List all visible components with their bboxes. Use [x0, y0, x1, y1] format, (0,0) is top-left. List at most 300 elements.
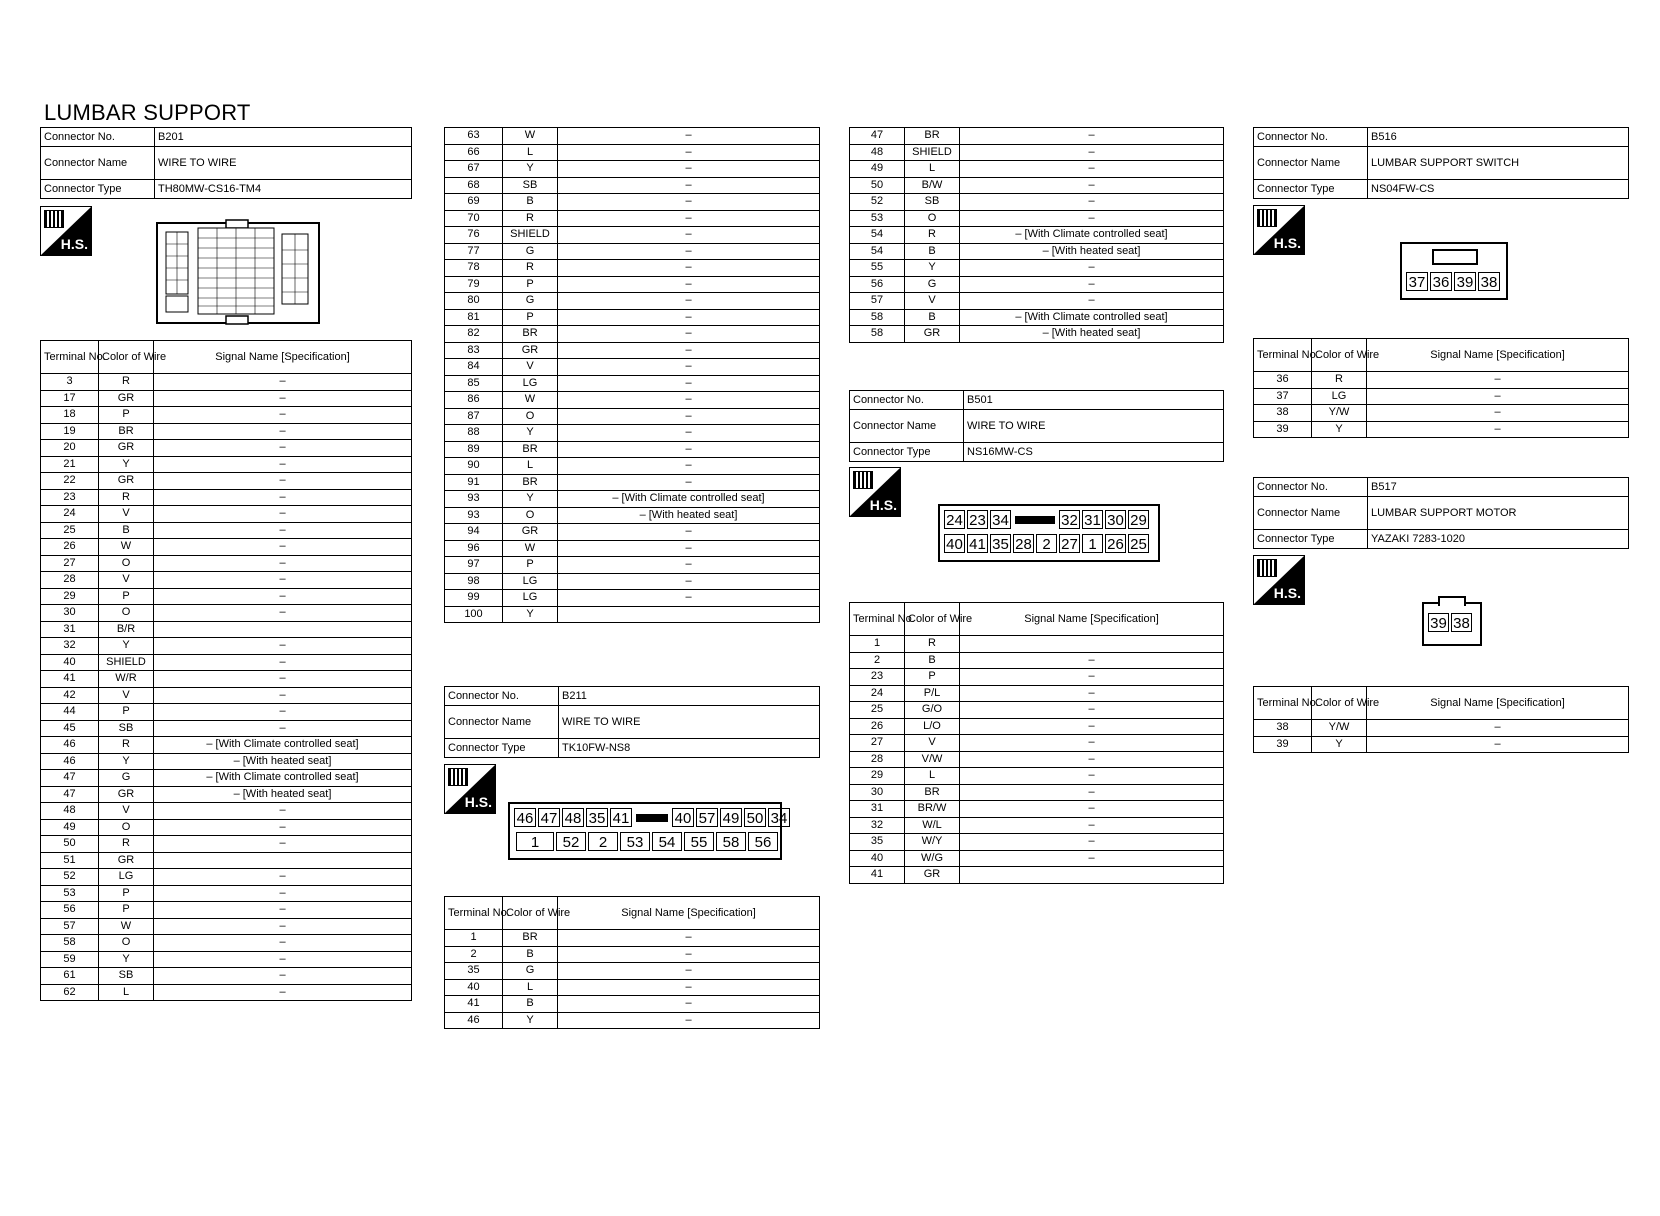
wire-color-cell: BR — [99, 423, 154, 440]
wire-color-cell: V — [905, 293, 960, 310]
b211-connector-face — [508, 802, 788, 860]
connector-type-label: Connector Type — [445, 739, 559, 758]
table-row — [445, 1012, 820, 1029]
terminal-no-cell: 47 — [41, 770, 99, 787]
b201-connector-diagram — [158, 224, 318, 322]
signal-name-cell: – — [558, 260, 820, 277]
table-row — [445, 309, 820, 326]
signal-name-cell: – — [558, 930, 820, 947]
table-row — [41, 572, 412, 589]
terminal-no-cell: 42 — [41, 687, 99, 704]
wire-color-cell: O — [99, 819, 154, 836]
terminal-no-cell: 1 — [850, 636, 905, 653]
color-of-wire-header: Color of Wire — [905, 603, 960, 636]
table-row — [850, 801, 1224, 818]
table-row — [850, 144, 1224, 161]
pin-cavity: 56 — [748, 832, 778, 851]
signal-name-cell: – — [1367, 372, 1629, 389]
pin-cavity: 25 — [1128, 534, 1149, 553]
connector-no-value: B516 — [1368, 128, 1629, 147]
terminal-no-cell: 38 — [1254, 405, 1312, 422]
signal-name-cell: – — [558, 946, 820, 963]
pin-cavity: 41 — [610, 808, 632, 827]
terminal-no-cell: 48 — [41, 803, 99, 820]
table-row — [850, 652, 1224, 669]
table-row — [41, 539, 412, 556]
table-row — [41, 885, 412, 902]
wire-color-cell: W/Y — [905, 834, 960, 851]
b211-info-table — [444, 686, 820, 758]
pin-cavity: 54 — [652, 832, 682, 851]
b201-cont-terminal-table — [444, 127, 820, 623]
wire-color-cell: P — [503, 557, 558, 574]
wire-color-cell: SB — [99, 968, 154, 985]
wire-color-cell: BR — [503, 930, 558, 947]
table-row — [41, 374, 412, 391]
wire-color-cell: G — [503, 243, 558, 260]
table-row — [445, 276, 820, 293]
table-row — [41, 506, 412, 523]
table-row — [445, 540, 820, 557]
b201-terminal-table — [40, 340, 412, 1001]
color-of-wire-header: Color of Wire — [1312, 687, 1367, 720]
terminal-no-cell: 51 — [41, 852, 99, 869]
table-row — [41, 473, 412, 490]
terminal-no-cell: 25 — [41, 522, 99, 539]
wire-color-cell: W/L — [905, 817, 960, 834]
table-row — [445, 557, 820, 574]
terminal-no-cell: 24 — [41, 506, 99, 523]
signal-name-cell: – — [558, 342, 820, 359]
terminal-no-cell: 76 — [445, 227, 503, 244]
table-row — [850, 293, 1224, 310]
pin-cavity: 2 — [588, 832, 618, 851]
terminal-no-cell: 30 — [41, 605, 99, 622]
signal-name-cell: – — [154, 654, 412, 671]
color-of-wire-header: Color of Wire — [503, 897, 558, 930]
wire-color-cell: R — [99, 374, 154, 391]
table-row — [850, 867, 1224, 884]
b501-connector-face — [938, 504, 1160, 562]
table-row — [445, 243, 820, 260]
terminal-no-cell: 86 — [445, 392, 503, 409]
pin-cavity: 52 — [556, 832, 586, 851]
connector-type-value: TH80MW-CS16-TM4 — [155, 180, 412, 199]
connector-name-value: LUMBAR SUPPORT SWITCH — [1368, 147, 1629, 180]
wire-color-cell: GR — [905, 326, 960, 343]
terminal-no-cell: 37 — [1254, 388, 1312, 405]
wire-color-cell: SHIELD — [905, 144, 960, 161]
wire-color-cell: P — [99, 885, 154, 902]
terminal-no-cell: 41 — [445, 996, 503, 1013]
signal-name-cell: – [With heated seat] — [960, 243, 1224, 260]
wire-color-cell: GR — [905, 867, 960, 884]
wire-color-cell: GR — [99, 786, 154, 803]
signal-name-cell: – — [154, 836, 412, 853]
wire-color-cell: B — [503, 946, 558, 963]
table-row — [445, 458, 820, 475]
signal-name-cell: – — [154, 555, 412, 572]
wire-color-cell: SB — [503, 177, 558, 194]
signal-name-cell: – — [154, 918, 412, 935]
wire-color-cell: LG — [503, 375, 558, 392]
color-of-wire-header: Color of Wire — [1312, 339, 1367, 372]
wire-color-cell: O — [99, 605, 154, 622]
b211-pins-top — [514, 808, 792, 827]
signal-name-cell: – [With heated seat] — [558, 507, 820, 524]
signal-name-cell: – — [558, 590, 820, 607]
table-row — [1254, 388, 1629, 405]
terminal-no-cell: 98 — [445, 573, 503, 590]
terminal-no-cell: 3 — [41, 374, 99, 391]
pin-cavity: 53 — [620, 832, 650, 851]
terminal-no-cell: 23 — [41, 489, 99, 506]
signal-name-cell: – — [154, 539, 412, 556]
table-row — [850, 161, 1224, 178]
table-row — [445, 573, 820, 590]
table-row — [41, 951, 412, 968]
signal-name-cell: – — [558, 293, 820, 310]
signal-name-cell: – [With Climate controlled seat] — [154, 737, 412, 754]
table-row — [445, 194, 820, 211]
table-row — [445, 326, 820, 343]
pin-cavity: 26 — [1105, 534, 1126, 553]
signal-name-header: Signal Name [Specification] — [960, 603, 1224, 636]
terminal-no-cell: 39 — [1254, 421, 1312, 438]
wire-color-cell: P — [503, 309, 558, 326]
wire-color-cell: B — [905, 652, 960, 669]
table-row — [850, 751, 1224, 768]
table-row — [41, 555, 412, 572]
signal-name-cell: – — [558, 408, 820, 425]
wire-color-cell: P — [905, 669, 960, 686]
pin-cavity: 36 — [1430, 272, 1452, 291]
signal-name-cell: – — [154, 935, 412, 952]
table-row — [445, 408, 820, 425]
pin-cavity: 1 — [516, 832, 554, 851]
table-row — [41, 671, 412, 688]
connector-name-value: WIRE TO WIRE — [559, 706, 820, 739]
signal-name-cell: – — [154, 423, 412, 440]
signal-name-cell: – — [558, 540, 820, 557]
b516-pins — [1406, 272, 1502, 291]
wire-color-cell: B — [905, 243, 960, 260]
terminal-no-header: Terminal No. — [445, 897, 503, 930]
pin-cavity: 39 — [1428, 613, 1449, 632]
table-row — [41, 984, 412, 1001]
terminal-no-cell: 59 — [41, 951, 99, 968]
wire-color-cell: LG — [99, 869, 154, 886]
terminal-no-cell: 82 — [445, 326, 503, 343]
table-row — [445, 144, 820, 161]
terminal-no-cell: 99 — [445, 590, 503, 607]
pin-cavity: 23 — [967, 510, 988, 529]
table-row — [445, 441, 820, 458]
signal-name-cell: – — [960, 768, 1224, 785]
b517-terminal-table — [1253, 686, 1629, 753]
signal-name-cell: – — [154, 638, 412, 655]
table-row — [1254, 405, 1629, 422]
connector-type-label: Connector Type — [1254, 530, 1368, 549]
pin-cavity: 40 — [672, 808, 694, 827]
wire-color-cell: V — [503, 359, 558, 376]
wire-color-cell: O — [503, 408, 558, 425]
signal-name-cell: – — [154, 984, 412, 1001]
table-row — [41, 720, 412, 737]
wire-color-cell: Y — [99, 638, 154, 655]
table-row — [445, 227, 820, 244]
page-title: LUMBAR SUPPORT — [44, 100, 251, 125]
terminal-no-cell: 69 — [445, 194, 503, 211]
table-row — [41, 770, 412, 787]
b501-pins-bottom — [944, 534, 1151, 553]
wire-color-cell: L — [503, 144, 558, 161]
terminal-no-cell: 46 — [41, 737, 99, 754]
terminal-no-cell: 46 — [41, 753, 99, 770]
terminal-no-cell: 56 — [850, 276, 905, 293]
table-row — [850, 177, 1224, 194]
terminal-no-cell: 26 — [41, 539, 99, 556]
table-row — [850, 276, 1224, 293]
pin-cavity: 37 — [1406, 272, 1428, 291]
wire-color-cell: W — [503, 128, 558, 145]
wire-color-cell: O — [905, 210, 960, 227]
wire-color-cell: Y — [99, 753, 154, 770]
signal-name-cell: – — [154, 473, 412, 490]
wire-color-cell: BR — [503, 441, 558, 458]
hs-label: H.S. — [1273, 235, 1301, 251]
harness-side-icon — [444, 764, 496, 814]
wire-color-cell: G/O — [905, 702, 960, 719]
signal-name-cell: – — [960, 702, 1224, 719]
connector-latch — [1013, 510, 1057, 529]
signal-name-cell: – — [558, 963, 820, 980]
table-row — [445, 590, 820, 607]
terminal-no-cell: 32 — [850, 817, 905, 834]
signal-name-cell: – — [154, 588, 412, 605]
signal-name-cell: – — [960, 177, 1224, 194]
pin-cavity: 39 — [1454, 272, 1476, 291]
terminal-no-cell: 35 — [850, 834, 905, 851]
wire-color-cell: R — [99, 737, 154, 754]
connector-name-label: Connector Name — [445, 706, 559, 739]
terminal-no-cell: 31 — [41, 621, 99, 638]
table-row — [445, 979, 820, 996]
terminal-no-cell: 46 — [445, 1012, 503, 1029]
wire-color-cell: P — [99, 902, 154, 919]
terminal-no-cell: 58 — [850, 326, 905, 343]
b201-info-table — [40, 127, 412, 199]
signal-name-cell: – — [558, 441, 820, 458]
connector-type-value: TK10FW-NS8 — [559, 739, 820, 758]
terminal-no-cell: 78 — [445, 260, 503, 277]
table-row — [445, 342, 820, 359]
wire-color-cell: G — [99, 770, 154, 787]
table-row — [850, 194, 1224, 211]
wire-color-cell: W — [99, 539, 154, 556]
table-row — [41, 753, 412, 770]
table-row — [41, 489, 412, 506]
wire-color-cell: SHIELD — [503, 227, 558, 244]
wire-color-cell: P — [503, 276, 558, 293]
table-row — [41, 704, 412, 721]
terminal-no-cell: 31 — [850, 801, 905, 818]
terminal-no-cell: 17 — [41, 390, 99, 407]
wire-color-cell: GR — [99, 390, 154, 407]
table-row — [445, 375, 820, 392]
signal-name-cell: – — [960, 850, 1224, 867]
wire-color-cell: BR — [503, 326, 558, 343]
signal-name-cell: – [With Climate controlled seat] — [558, 491, 820, 508]
table-row — [850, 768, 1224, 785]
terminal-no-cell: 80 — [445, 293, 503, 310]
connector-type-label: Connector Type — [850, 443, 964, 462]
terminal-no-cell: 93 — [445, 491, 503, 508]
signal-name-cell: – — [154, 374, 412, 391]
b211-pins-bottom — [516, 832, 780, 851]
wire-color-cell: W — [503, 540, 558, 557]
signal-name-cell — [558, 606, 820, 623]
pin-cavity: 35 — [990, 534, 1011, 553]
pin-cavity: 50 — [744, 808, 766, 827]
signal-name-cell: – — [960, 144, 1224, 161]
wire-color-cell: L — [905, 161, 960, 178]
signal-name-cell: – — [960, 669, 1224, 686]
signal-name-cell: – — [558, 996, 820, 1013]
terminal-no-cell: 68 — [445, 177, 503, 194]
table-row — [850, 702, 1224, 719]
b516-connector-face — [1400, 242, 1508, 300]
connector-no-label: Connector No. — [1254, 128, 1368, 147]
terminal-no-cell: 44 — [41, 704, 99, 721]
wire-color-cell: GR — [503, 342, 558, 359]
signal-name-cell: – — [960, 128, 1224, 145]
terminal-no-cell: 40 — [850, 850, 905, 867]
terminal-no-cell: 58 — [850, 309, 905, 326]
signal-name-cell — [960, 636, 1224, 653]
table-row — [850, 669, 1224, 686]
terminal-no-cell: 53 — [41, 885, 99, 902]
wire-color-cell: Y — [503, 425, 558, 442]
signal-name-cell: – — [154, 687, 412, 704]
wire-color-cell: B/W — [905, 177, 960, 194]
table-row — [41, 687, 412, 704]
terminal-no-cell: 97 — [445, 557, 503, 574]
terminal-no-cell: 48 — [850, 144, 905, 161]
signal-name-cell: – — [1367, 736, 1629, 753]
table-row — [41, 968, 412, 985]
table-row — [41, 605, 412, 622]
connector-no-value: B517 — [1368, 478, 1629, 497]
signal-name-cell: – — [960, 293, 1224, 310]
terminal-no-cell: 57 — [41, 918, 99, 935]
signal-name-cell — [154, 621, 412, 638]
table-row — [445, 946, 820, 963]
table-row — [850, 685, 1224, 702]
terminal-no-cell: 88 — [445, 425, 503, 442]
signal-name-cell: – — [558, 1012, 820, 1029]
table-row — [41, 869, 412, 886]
wire-color-cell: Y — [905, 260, 960, 277]
signal-name-cell: – — [154, 671, 412, 688]
table-row — [445, 963, 820, 980]
wire-color-cell: Y — [99, 951, 154, 968]
pin-cavity: 34 — [990, 510, 1011, 529]
terminal-no-cell: 53 — [850, 210, 905, 227]
signal-name-cell: – — [558, 326, 820, 343]
wire-color-cell: GR — [99, 440, 154, 457]
table-row — [445, 359, 820, 376]
wire-color-cell: V — [99, 506, 154, 523]
signal-name-cell: – — [558, 474, 820, 491]
wire-color-cell: V/W — [905, 751, 960, 768]
pin-cavity: 48 — [562, 808, 584, 827]
table-row — [41, 737, 412, 754]
pin-cavity: 49 — [720, 808, 742, 827]
terminal-no-cell: 63 — [445, 128, 503, 145]
wire-color-cell: GR — [99, 473, 154, 490]
terminal-no-cell: 36 — [1254, 372, 1312, 389]
wire-color-cell: GR — [99, 852, 154, 869]
pin-cavity: 1 — [1082, 534, 1103, 553]
table-row — [850, 735, 1224, 752]
pin-cavity: 35 — [586, 808, 608, 827]
terminal-no-cell: 22 — [41, 473, 99, 490]
wire-color-cell: O — [503, 507, 558, 524]
terminal-no-cell: 39 — [1254, 736, 1312, 753]
table-row — [1254, 720, 1629, 737]
table-row — [850, 243, 1224, 260]
table-row — [41, 621, 412, 638]
signal-name-cell: – — [558, 144, 820, 161]
wire-color-cell: W/R — [99, 671, 154, 688]
terminal-no-header: Terminal No. — [41, 341, 99, 374]
signal-name-cell: – [With heated seat] — [154, 786, 412, 803]
signal-name-cell: – — [154, 902, 412, 919]
terminal-no-cell: 50 — [850, 177, 905, 194]
hs-label: H.S. — [60, 236, 88, 252]
b501-pins-top — [944, 510, 1151, 529]
wire-color-cell: BR — [905, 784, 960, 801]
signal-name-cell: – — [960, 685, 1224, 702]
harness-side-icon — [1253, 205, 1305, 255]
table-row — [41, 654, 412, 671]
wire-color-cell: Y — [503, 491, 558, 508]
terminal-no-cell: 90 — [445, 458, 503, 475]
wire-color-cell: W/G — [905, 850, 960, 867]
terminal-no-cell: 19 — [41, 423, 99, 440]
terminal-no-cell: 20 — [41, 440, 99, 457]
wire-color-cell: Y/W — [1312, 720, 1367, 737]
terminal-no-cell: 28 — [41, 572, 99, 589]
signal-name-cell: – — [558, 276, 820, 293]
wire-color-cell: BR — [905, 128, 960, 145]
pin-cavity: 58 — [716, 832, 746, 851]
table-row — [445, 425, 820, 442]
wire-color-cell: R — [905, 227, 960, 244]
pin-cavity: 55 — [684, 832, 714, 851]
wire-color-cell: SB — [99, 720, 154, 737]
table-row — [850, 128, 1224, 145]
terminal-no-cell: 62 — [41, 984, 99, 1001]
table-row — [41, 918, 412, 935]
table-row — [41, 390, 412, 407]
pin-cavity: 30 — [1105, 510, 1126, 529]
connector-name-label: Connector Name — [1254, 147, 1368, 180]
terminal-no-cell: 24 — [850, 685, 905, 702]
table-row — [41, 440, 412, 457]
terminal-no-cell: 49 — [850, 161, 905, 178]
